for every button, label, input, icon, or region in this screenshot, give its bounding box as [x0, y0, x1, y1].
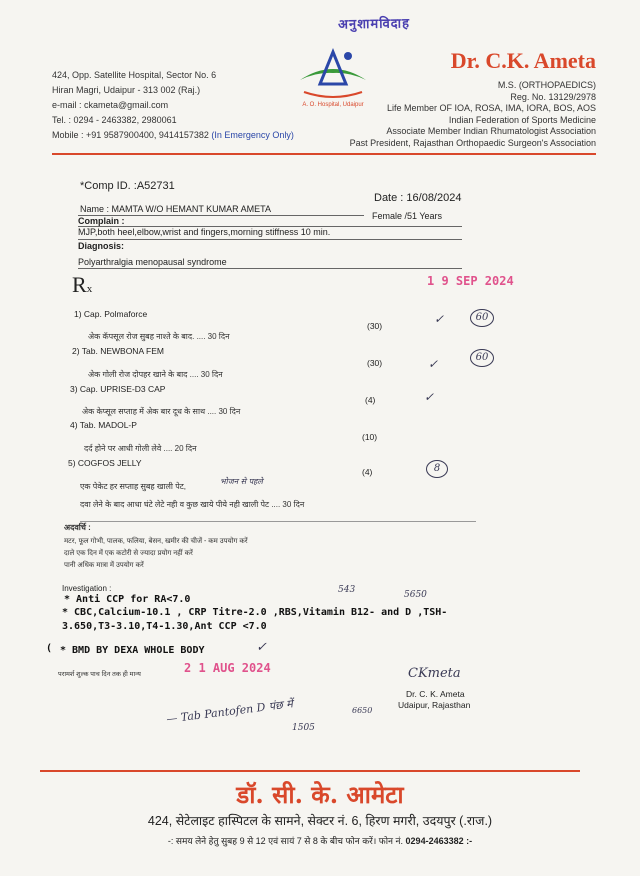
- hand-note-line-2: 1505: [292, 723, 315, 733]
- inv-paren: (: [46, 643, 53, 654]
- complain-text: MJP,both heel,elbow,wrist and fingers,morning stiffness 10 min.: [78, 227, 331, 237]
- med-1-check-icon: ✓: [434, 312, 445, 326]
- footer-divider: [40, 770, 580, 772]
- med-2-qty: (30): [367, 358, 383, 368]
- footer-title: डॉ. सी. के. आमेटा: [236, 780, 404, 809]
- diagnosis-text: Polyarthralgia menopausal syndrome: [78, 257, 227, 267]
- med-2-instr: अेक गोली रोज दोपहर खाने के बाद .... 30 दिन: [88, 370, 223, 379]
- address-line-1: 424, Opp. Satellite Hospital, Sector No. 6: [52, 70, 217, 80]
- mobile: Mobile : +91 9587900400, 9414157382 (In Emergency Only): [52, 130, 294, 140]
- med-5-hand-note: भोजन से पहले: [220, 477, 263, 486]
- avoid-line-1: मटर, फूल गोभी, पालक, फलिया, बेसन, खमीर की चीजें - कम उपयोग करें: [64, 538, 248, 545]
- rx-date: Date : 16/08/2024: [374, 192, 462, 204]
- inv-line-3: 3.650,T3-3.10,T4-1.30,Ant CCP <7.0: [62, 621, 267, 632]
- avoid-title: अदवर्चि :: [64, 523, 91, 532]
- doctor-reg: Reg. No. 13129/2978: [510, 91, 596, 102]
- inv-line-1: * Anti CCP for RA<7.0: [64, 594, 191, 605]
- med-1-qty: (30): [367, 321, 383, 331]
- med-4-instr: दर्द होने पर आधी गोली लेवे .... 20 दिन: [84, 444, 197, 453]
- header-divider: [52, 153, 596, 155]
- avoid-line-2: दाले एक दिन में एक कटोरी से ज्यादा प्रयोग नहीं करें: [64, 550, 193, 557]
- inv-line-4: * BMD BY DEXA WHOLE BODY: [60, 645, 205, 656]
- doctor-associate: Associate Member Indian Rhumatologist Association: [386, 126, 596, 136]
- inv-hand-value-1: 543: [338, 585, 356, 595]
- doctor-life-member: Life Member OF IOA, ROSA, IMA, IORA, BOS, AOS: [386, 103, 596, 113]
- signature-scribble: CKmeta: [408, 666, 461, 681]
- med-4-qty: (10): [362, 432, 378, 442]
- doctor-name: Dr. C.K. Ameta: [450, 48, 596, 73]
- med-5-hand-count: 8: [426, 460, 448, 478]
- hand-note-line-1: — Tab Pantofen D पंछ में: [165, 697, 294, 726]
- med-2-name: 2) Tab. NEWBONA FEM: [72, 346, 164, 356]
- med-1-instr: अेक कॅपसूल रोज सुबह नाश्ते के बाद. .... 30 दिन: [88, 332, 230, 341]
- footer-phone: 0294-2463382 :-: [405, 836, 473, 846]
- med-4-name: 4) Tab. MADOL-P: [70, 420, 137, 430]
- red-date-stamp-2: 2 1 AUG 2024: [184, 661, 271, 675]
- rx-end-line: [80, 521, 476, 522]
- inv-line-2: * CBC,Calcium-10.1 , CRP Titre-2.0 ,RBS,Vitamin B12- and D ,TSH-: [62, 607, 448, 618]
- footer-address: 424, सेटेलाइट हास्पिटल के सामने, सेक्टर नं. 6, हिरण मगरी, उदयपुर (.राज.): [147, 814, 493, 828]
- med-5-instr: एक पेकेट हर सप्ताह सुबह खाली पेट,: [80, 482, 187, 491]
- med-3-check-icon: ✓: [424, 390, 435, 404]
- med-1-name: 1) Cap. Polmaforce: [74, 309, 148, 319]
- top-stamp: अनुशामविदाह: [337, 16, 411, 33]
- clinic-address: [52, 68, 294, 143]
- avoid-line-3: पानी अधिक मात्रा में उपयोग करें: [64, 562, 144, 569]
- address-line-2: Hiran Magri, Udaipur - 313 002 (Raj.): [52, 85, 201, 95]
- telephone: Tel. : 0294 - 2463382, 2980061: [52, 115, 177, 125]
- med-2-check-icon: ✓: [428, 357, 439, 371]
- diagnosis-label: Diagnosis:: [78, 241, 125, 251]
- med-3-instr: अेक केप्सूल सप्ताह में अेक बार दूध के साथ .... 30 दिन: [82, 407, 241, 416]
- doctor-past-president: Past President, Rajasthan Orthopaedic Surgeon's Association: [349, 137, 596, 148]
- complain-line-top: [78, 226, 462, 227]
- hand-note-line-3: 6650: [352, 706, 373, 715]
- email: e-mail : ckameta@gmail.com: [52, 100, 169, 110]
- bmd-check-icon: ✓: [256, 640, 267, 655]
- doctor-degree: M.S. (ORTHOPAEDICS): [497, 80, 596, 90]
- inv-hand-value-2: 5650: [404, 590, 427, 600]
- med-3-name: 3) Cap. UPRISE-D3 CAP: [70, 384, 166, 394]
- footer-time: -: समय लेने हेतु सुबह 9 से 12 एवं सायं 7 से 8 के बीच फोन करें। फोन नं. 0294-2463382 :-: [167, 836, 473, 846]
- med-3-qty: (4): [365, 395, 376, 405]
- red-date-stamp: 1 9 SEP 2024: [427, 274, 514, 288]
- med-1-hand-count: 60: [470, 309, 494, 327]
- med-5-name: 5) COGFOS JELLY: [68, 458, 142, 468]
- complain-label: Complain :: [78, 216, 125, 226]
- doctor-federation: Indian Federation of Sports Medicine: [448, 114, 596, 125]
- patient-name: Name : MAMTA W/O HEMANT KUMAR AMETA: [80, 204, 272, 214]
- med-5-qty: (4): [362, 467, 373, 477]
- signature-place: Udaipur, Rajasthan: [398, 700, 471, 710]
- logo-text: A. O. Hospital, Udaipur: [302, 102, 364, 108]
- fee-advice: परामर्श शुल्क पाच दिन तक ही मान्य: [58, 671, 141, 678]
- med-2-hand-count: 60: [470, 349, 494, 367]
- emergency-note: (In Emergency Only): [211, 130, 294, 140]
- investigation-label: Investigation :: [62, 584, 112, 593]
- patient-sex-age: Female /51 Years: [372, 211, 443, 221]
- doctor-block: [350, 48, 596, 149]
- rx-symbol: Rx: [72, 272, 93, 297]
- complain-line-bottom: [78, 239, 462, 240]
- signature-name: Dr. C. K. Ameta: [406, 689, 465, 699]
- comp-id: *Comp ID. :A52731: [80, 180, 175, 192]
- med-5-instr2: दवा लेने के बाद आधा घंटे लेटे नही व कुछ खाये पीये नही खाली पेट .... 30 दिन: [80, 500, 305, 509]
- diagnosis-line: [78, 268, 462, 269]
